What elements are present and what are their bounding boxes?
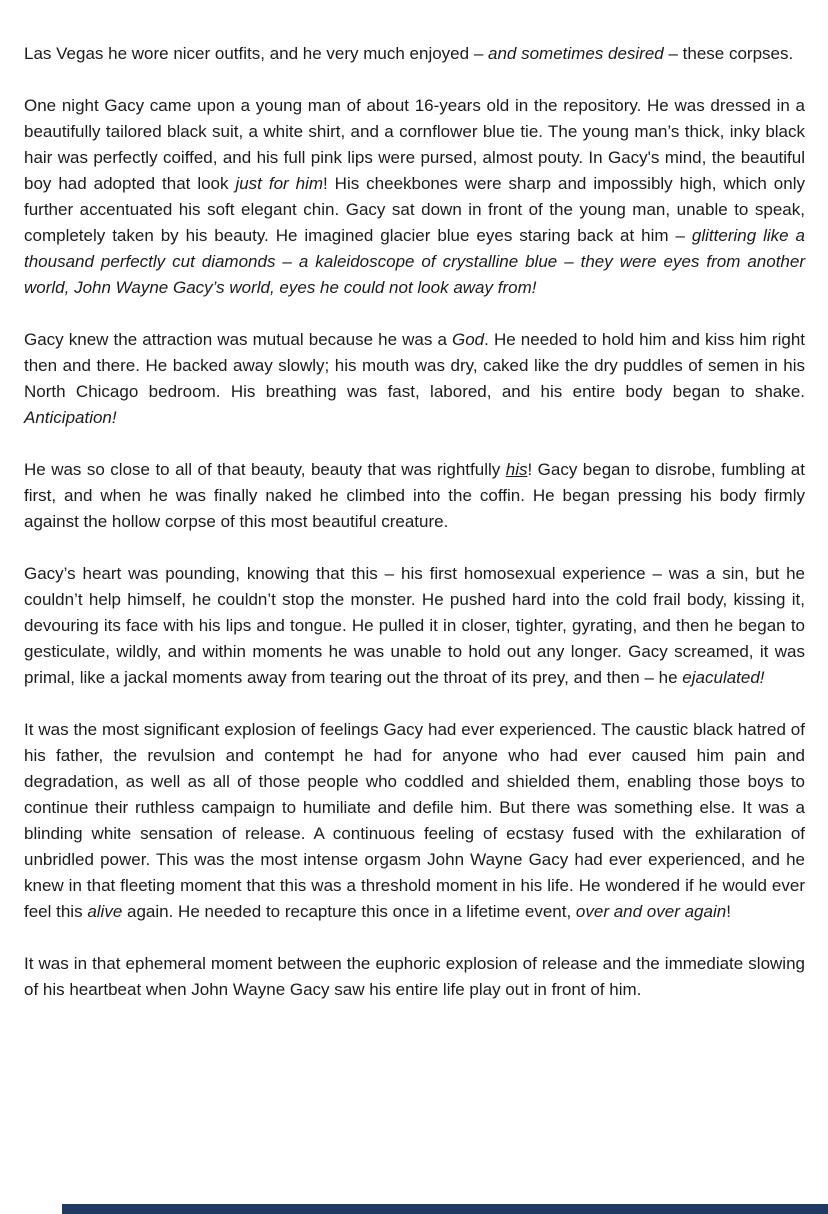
text-run-italic: over and over again (575, 902, 727, 921)
text-run: ! (726, 902, 731, 921)
text-run-italic: and sometimes desired (488, 44, 664, 63)
footer-bar (62, 1204, 828, 1214)
document-body (24, 41, 805, 1003)
paragraph (24, 93, 805, 301)
paragraph (24, 717, 805, 925)
text-run-italic: his (505, 460, 528, 479)
text-run-italic: alive (87, 902, 123, 921)
text-run: Gacy knew the attraction was mutual because he was a (24, 330, 452, 349)
text-run: again. He needed to recapture this once in a lifetime event, (122, 902, 576, 921)
paragraph (24, 327, 805, 431)
text-run-italic: God (452, 330, 485, 349)
text-run-italic: just for him (235, 174, 324, 193)
paragraph (24, 457, 805, 535)
text-run: – these corpses. (663, 44, 794, 63)
paragraph (24, 951, 805, 1003)
text-run: It was in that ephemeral moment between the euphoric explosion of release and the immediate slowing of his heartbeat when John Wayne Gacy saw his entire life play out in front of him. (24, 954, 805, 999)
text-run: . He needed to hold him and kiss him right then and there. He backed away slowly; his mouth was dry, caked like the dry puddles of semen in his North Chicago bedroom. His breathing was fast, labored, and his entire body began to shake. (24, 330, 805, 401)
text-run: One night Gacy came upon a young man of about 16-years old in the repository. He was dressed in a beautifully tailored black suit, a white shirt, and a cornflower blue tie. The young man’s thick, inky black hair was perfectly coiffed, and his full pink lips were pursed, almost pouty. In Gacy's mind, the beautiful boy had adopted that look (24, 96, 805, 193)
text-run-italic: Anticipation! (24, 408, 117, 427)
text-run: It was the most significant explosion of feelings Gacy had ever experienced. The caustic black hatred of his father, the revulsion and contempt he had for anyone who had ever caused him pain and degradation, as well as all of those people who coddled and shielded them, enabling those boys to continue their ruthless campaign to humiliate and defile him. But there was something else. It was a blinding white sensation of release. A continuous feeling of ecstasy fused with the exhilaration of unbridled power. This was the most intense orgasm John Wayne Gacy had ever experienced, and he knew in that fleeting moment that this was a threshold moment in his life. He wondered if he would ever feel this (24, 720, 805, 921)
text-run: ! His cheekbones were sharp and impossibly high, which only further accentuated his soft elegant chin. Gacy sat down in front of the young man, unable to speak, completely taken by his beauty. He imagined glacier blue eyes staring back at him – (24, 174, 805, 245)
text-run-italic: ejaculated! (682, 668, 765, 687)
text-run: ! Gacy began to disrobe, fumbling at first, and when he was finally naked he climbed into the coffin. He began pressing his body firmly against the hollow corpse of this most beautiful creature. (24, 460, 805, 531)
text-run-italic: glittering like a thousand perfectly cut diamonds – a kaleidoscope of crystalline blue – they were eyes from another world, John Wayne Gacy’s world, eyes he could not look away from! (24, 226, 806, 297)
text-run: Las Vegas he wore nicer outfits, and he very much enjoyed – (24, 44, 488, 63)
paragraph (24, 561, 805, 691)
text-run: He was so close to all of that beauty, beauty that was rightfully (24, 460, 506, 479)
text-run: Gacy’s heart was pounding, knowing that this – his first homosexual experience – was a sin, but he couldn’t help himself, he couldn’t stop the monster. He pushed hard into the cold frail body, kissing it, devouring its face with his lips and tongue. He pulled it in closer, tighter, gyrating, and then he began to gesticulate, wildly, and within moments he was unable to hold out any longer. Gacy screamed, it was primal, like a jackal moments away from tearing out the throat of its prey, and then – he (24, 564, 805, 687)
paragraph (24, 41, 805, 67)
